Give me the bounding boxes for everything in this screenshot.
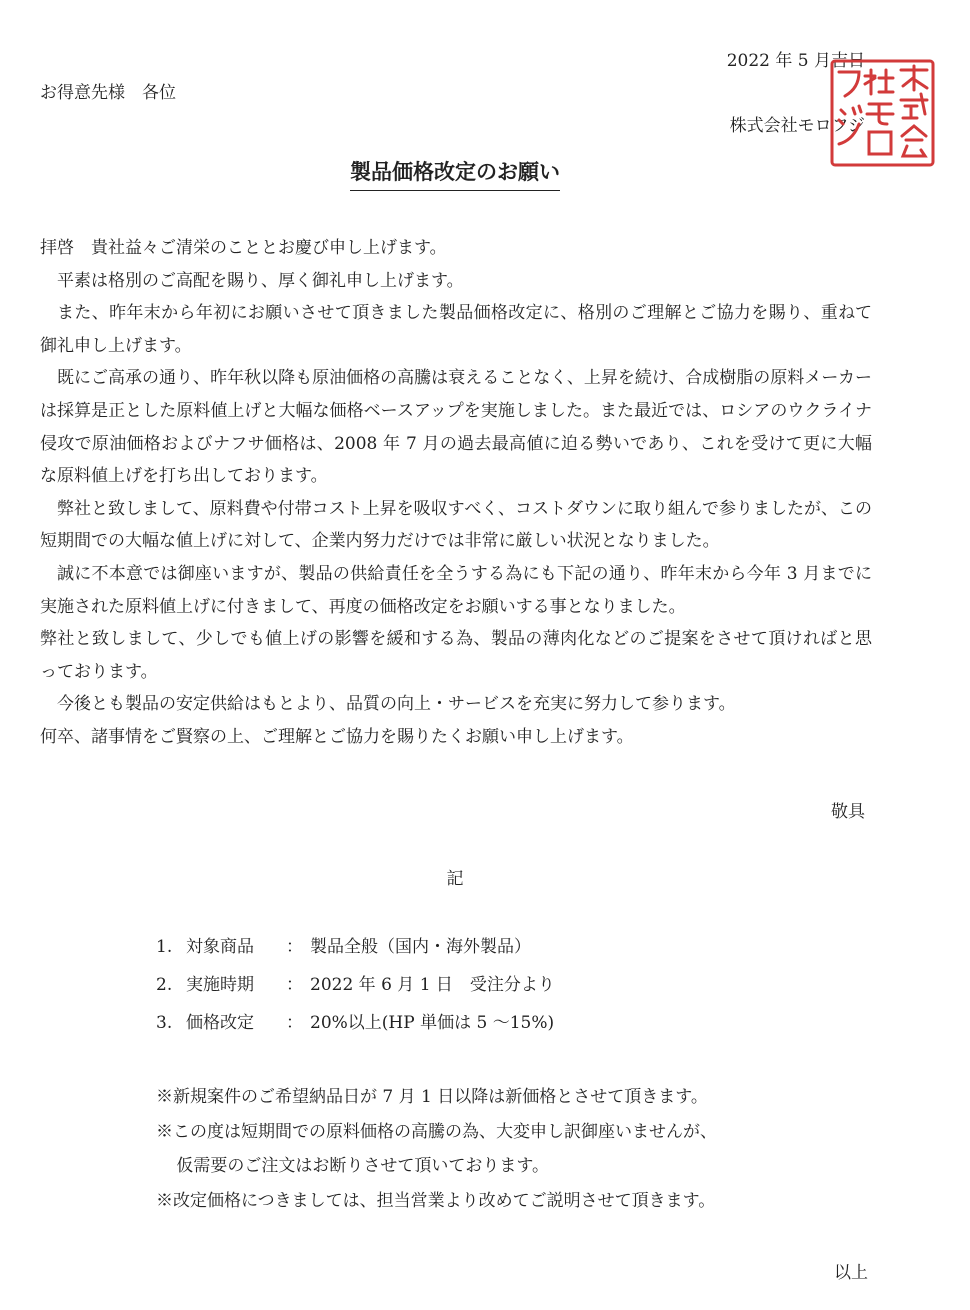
item-label: 実施時期 (186, 975, 254, 995)
list-item (156, 928, 555, 966)
note: ※改定価格につきましては、担当営業より改めてご説明させて頂きます。 (156, 1190, 716, 1211)
note: ※この度は短期間での原料価格の高騰の為、大変申し訳御座いませんが、 (156, 1121, 717, 1142)
paragraph: 誠に不本意では御座いますが、製品の供給責任を全うする為にも下記の通り、昨年末から今年 3 月までに実施された原料値上げに付きまして、再度の価格改定をお願いする事となりました。 (40, 563, 872, 617)
ki-heading: 記 (446, 869, 464, 889)
item-value: 2022 年 6 月 1 日 受注分より (310, 975, 555, 995)
paragraph: 何卒、諸事情をご賢察の上、ご理解とご協力を賜りたくお願い申し上げます。 (40, 726, 634, 747)
document-title (0, 156, 910, 186)
greeting: 拝啓 貴社益々ご清栄のこととお慶び申し上げます。 (40, 238, 447, 258)
item-separator: ： (286, 1013, 303, 1033)
letter-body (40, 232, 872, 754)
document-title-text: 製品価格改定のお願い (350, 159, 560, 191)
paragraph: 平素は格別のご高配を賜り、厚く御礼申し上げます。 (57, 270, 464, 291)
company-seal (829, 58, 936, 168)
item-value: 製品全般（国内・海外製品） (310, 937, 531, 957)
list-item (156, 1004, 555, 1042)
paragraph: 弊社と致しまして、原料費や付帯コスト上昇を吸収すべく、コストダウンに取り組んで参りましたが、この短期間での大幅な値上げに対して、企業内努力だけでは非常に厳しい状況となりました。 (40, 498, 872, 552)
item-number: 1. (156, 937, 173, 957)
item-value: 20%以上(HP 単価は 5 ～15%) (310, 1013, 555, 1033)
note: ※新規案件のご希望納品日が 7 月 1 日以降は新価格とさせて頂きます。 (156, 1087, 708, 1107)
document-date: 2022 年 5 月吉日 (726, 51, 865, 71)
paragraph: 既にご高承の通り、昨年秋以降も原油価格の高騰は衰えることなく、上昇を続け、合成樹脂の原料メーカーは採算是正とした原料値上げと大幅な価格ベースアップを実施しました。また最近では、ロシアのウクライナ侵攻で原油価格およびナフサ価格は、2008 年 7 月の過去最高値に迫る勢いであり、これを受けて更に大幅な原料値上げを打ち出しております。 (40, 368, 872, 487)
paragraph: また、昨年末から年初にお願いさせて頂きました製品価格改定に、格別のご理解とご協力を賜り、重ねて御礼申し上げます。 (40, 303, 872, 356)
paragraph: 今後とも製品の安定供給はもとより、品質の向上・サービスを充実に努力して参ります。 (57, 694, 736, 715)
company-name: 株式会社モロフジ (729, 116, 865, 136)
note-continuation: 仮需要のご注文はお断りさせて頂いております。 (176, 1156, 550, 1176)
end-mark: 以上 (834, 1263, 868, 1283)
closing-keigu: 敬具 (831, 802, 865, 822)
recipient: お得意先様 各位 (40, 83, 176, 103)
item-label: 価格改定 (186, 1013, 254, 1033)
item-separator: ： (286, 937, 303, 957)
paragraph: 弊社と致しまして、少しでも値上げの影響を緩和する為、製品の薄肉化などのご提案をさせて頂ければと思っております。 (40, 629, 872, 682)
item-separator: ： (286, 975, 303, 995)
item-number: 2. (156, 975, 173, 995)
terms-list (156, 928, 555, 1042)
item-number: 3. (156, 1013, 173, 1033)
item-label: 対象商品 (186, 937, 254, 957)
list-item (156, 966, 555, 1004)
notes (156, 1080, 717, 1218)
